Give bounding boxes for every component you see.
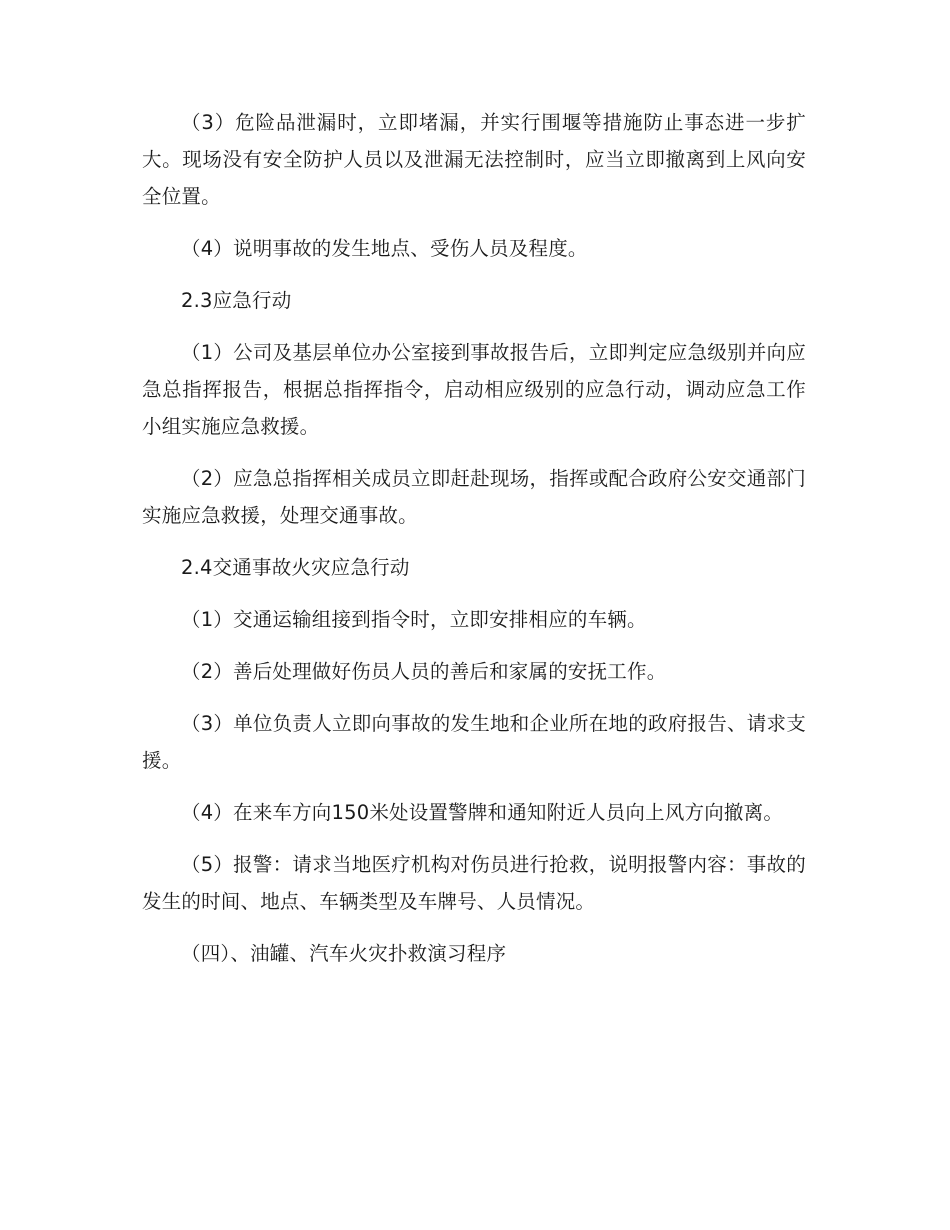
paragraph-item-3-unit-head: （3）单位负责人立即向事故的发生地和企业所在地的政府报告、请求支援。 [142,712,806,772]
paragraph-item-4-warning-sign: （4）在来车方向150米处设置警牌和通知附近人员向上风方向撤离。 [181,801,784,824]
paragraph-item-5-alarm: （5）报警：请求当地医疗机构对伤员进行抢救，说明报警内容：事故的发生的时间、地点、车辆类型及车牌号、人员情况。 [142,853,806,913]
paragraph-item-2-commander: （2）应急总指挥相关成员立即赶赴现场，指挥或配合政府公安交通部门实施应急救援，处理交通事故。 [142,467,806,527]
document-body [142,104,806,987]
paragraph-item-4-report: （4）说明事故的发生地点、受伤人员及程度。 [181,237,588,260]
section-heading-2-4: 2.4交通事故火灾应急行动 [181,556,410,579]
section-heading-2-3: 2.3应急行动 [181,289,292,312]
paragraph-item-1-transport: （1）交通运输组接到指令时，立即安排相应的车辆。 [181,608,647,631]
section-heading-4: （四）、油罐、汽车火灾扑救演习程序 [181,942,507,965]
paragraph-item-3-leak: （3）危险品泄漏时，立即堵漏，并实行围堰等措施防止事态进一步扩大。现场没有安全防护人员以及泄漏无法控制时，应当立即撤离到上风向安全位置。 [142,111,806,208]
paragraph-item-2-aftercare: （2）善后处理做好伤员人员的善后和家属的安抚工作。 [181,660,667,683]
paragraph-item-1-office: （1）公司及基层单位办公室接到事故报告后，立即判定应急级别并向应急总指挥报告，根据总指挥指令，启动相应级别的应急行动，调动应急工作小组实施应急救援。 [142,341,806,438]
